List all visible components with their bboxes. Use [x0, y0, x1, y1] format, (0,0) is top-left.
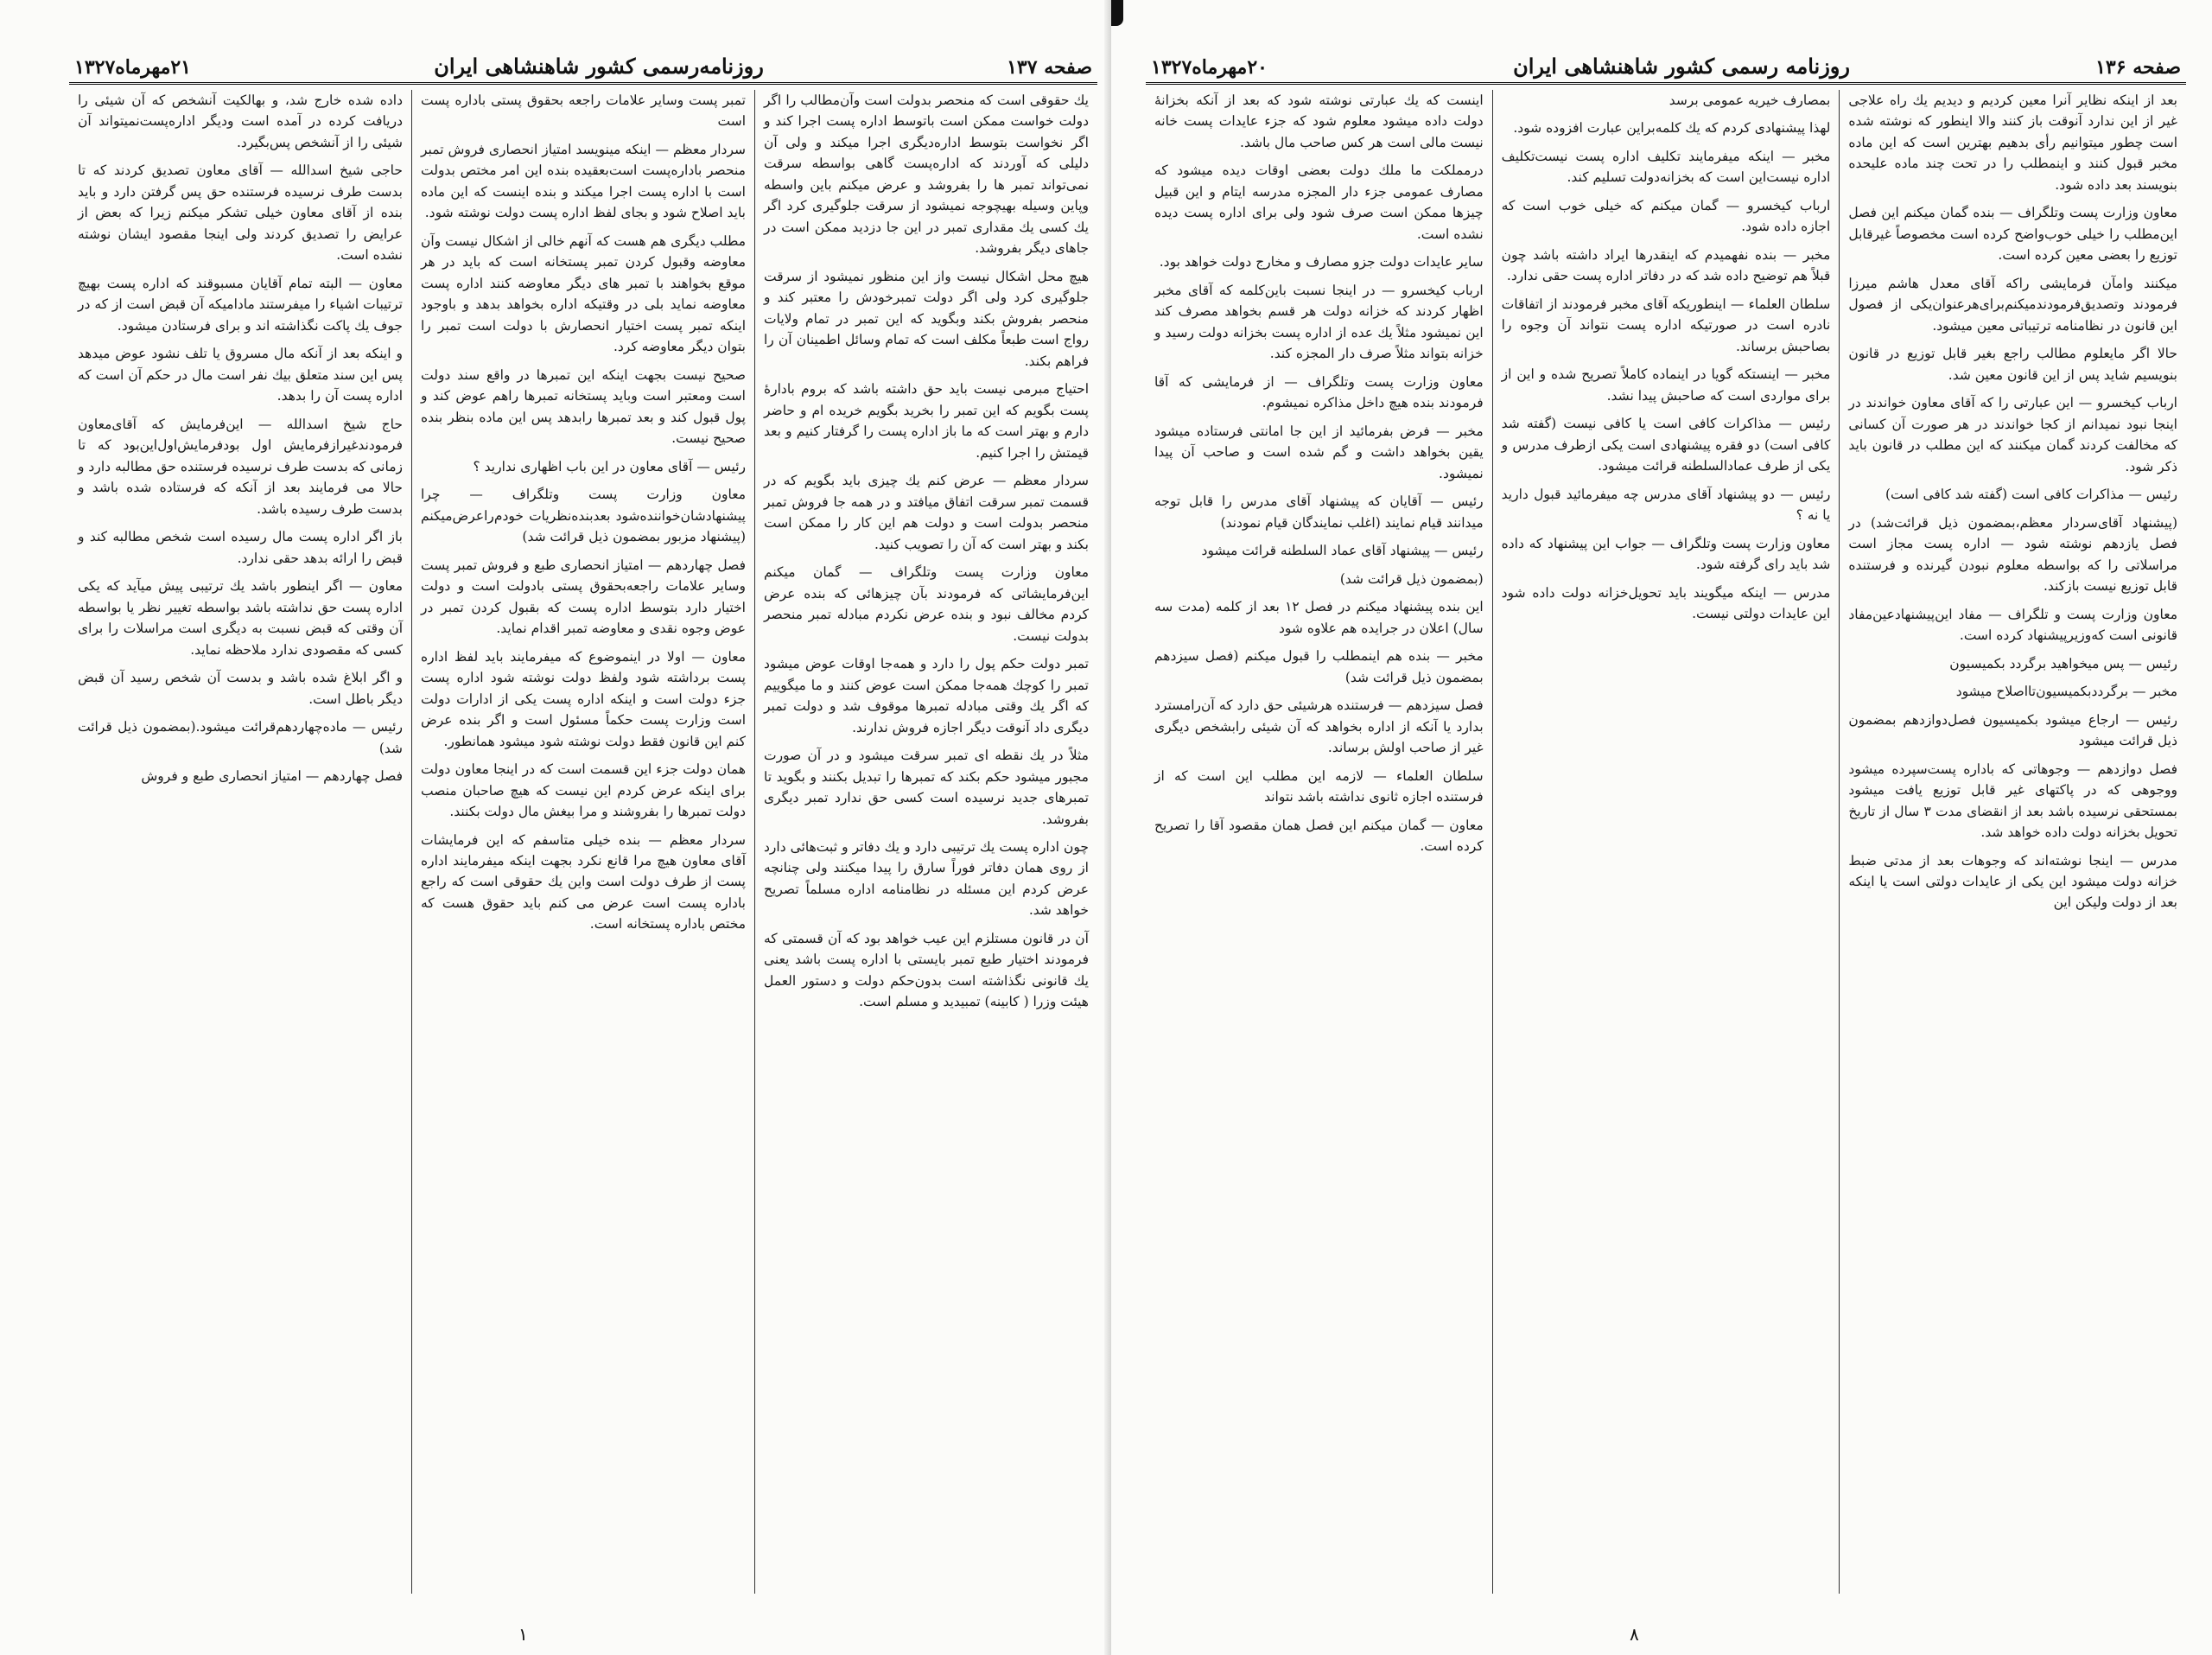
- paragraph: این بنده پیشنهاد میکنم در فصل ۱۲ بعد از کلمه (مدت سه سال) اعلان در جرایده هم علاوه شود: [1154, 599, 1484, 636]
- right-page-date: ۲۰مهرماه۱۳۲۷: [1151, 56, 1268, 79]
- right-columns: [1146, 90, 2186, 1594]
- paragraph: احتیاج مبرمی نیست باید حق داشته باشد که بروم بادارهٔ پست بگویم که این تمبر را بخرید بگویم خریده ام و حاضر دارم و بهتر است که ما باز اداره پست را گرفتار کنیم و بعد قیمتش را اجرا کنیم.: [764, 381, 1089, 461]
- paragraph: مخبر — بنده هم اینمطلب را قبول میکنم (فصل سیزدهم بمضمون ذیل قرائت شد): [1154, 648, 1484, 685]
- paragraph: مخبر — اینکه میفرمایند تکلیف اداره پست نیست‌تکلیف اداره نیست‌این است که بخزانه‌دولت تسلیم کند.: [1501, 148, 1831, 186]
- paragraph: (پیشنهاد آقای‌سردار معظم،بمضمون‌ ذیل قرائت‌شد) در فصل یازدهم نوشته شود — اداره پست مجاز است مراسلاتی را که بواسطه معلوم نبودن گیرنده و فرستنده قابل توزیع نیست بازکند.: [1848, 514, 2177, 595]
- paragraph: آن در قانون مستلزم این عیب خواهد بود که آن قسمتی که فرمودند اختیار طبع تمبر بایستی با اداره پست باشد یعنی یك قانونی نگذاشته است بدون‌حکم دولت و دستور العمل هیئت وزرا ( کابینه) تمبیدید و مسلم است.: [764, 930, 1089, 1010]
- paragraph: ارباب کیخسرو — گمان میکنم که خیلی خوب است که اجازه داده شود.: [1501, 197, 1831, 235]
- right-page-header: [1146, 50, 2186, 85]
- paragraph: سلطان العلماء — اینطوریکه آقای مخبر فرمودند از اتفاقات نادره است در صورتیکه اداره پست نتواند آن وجوه را بصاحبش برساند.: [1501, 296, 1831, 354]
- paragraph: معاون — گمان میکنم این فصل همان مقصود آقا را تصریح کرده است.: [1154, 817, 1484, 855]
- paragraph: معاون وزارت پست وتلگراف — چرا پیشنهاد‌شان‌خواننده‌شود بعد‌بنده‌نظریات خودم‌را‌عرض‌میکنم (پیشنهاد مزبور بمضمون ذیل قرائت شد): [421, 487, 746, 545]
- paragraph: همان دولت جزء این قسمت است که در اینجا معاون دولت ‌برای اینکه عرض کردم این نیست که هیچ صاحبان منصب دولت تمبرها را بفروشند و مرا بیغش مال‌ دولت بکنند.: [421, 761, 746, 820]
- paragraph: و اینکه بعد از آنکه مال مسروق یا تلف نشود عوض میدهد پس این سند متعلق بیك نفر است مال در حکم آن است که اداره پست آن را بدهد.: [78, 346, 403, 404]
- paragraph: رئیس — آقای معاون در این باب اظهاری ندارید ؟: [473, 458, 746, 474]
- paragraph: معاون وزارت پست وتلگراف — جواب این پیشنهاد که داده شد باید رای گرفته شود.: [1501, 535, 1831, 573]
- paragraph: داده شده خارج شد، و بهالکیت آنشخص که آن شیئی را دریافت کرده در آمده است ودیگر اداره‌پست‌نمیتواند آن شیئی را از آنشخص پس‌بگیرد.: [78, 92, 403, 150]
- paragraph: رئیس — مذاکرات کافی است یا کافی نیست (گفته شد کافی است) دو فقره پیشنهادی است یکی ازطرف مدرس و یکی از طرف عماد‌السلطنه قرائت میشود.: [1501, 416, 1831, 474]
- paragraph: درمملکت ما ملك دولت بعضی اوقات دیده میشود که مصارف عمومی جزء دار المجزه مدرسه ایتام و این قبیل چیزها ممکن است صرف شود ولی برای اداره پست دیده نشده است.: [1154, 162, 1484, 242]
- right-column-2: [1492, 90, 1840, 1594]
- paragraph: مدرس — اینکه میگویند باید تحویل‌خزانه دولت داده شود این عایدات دولتی نیست.: [1501, 584, 1831, 622]
- paragraph: فصل دوازدهم — وجوهاتی که باداره پست‌سپرده میشود ووجوهی که در پاکتهای غیر قابل توزیع یافت میشود بمستحقی نرسیده باشد بعد از انقضای مدت ۳ سال از تاریخ تحویل بخزانه دولت داده خواهد شد.: [1848, 761, 2177, 841]
- paragraph: مخبر — اینستکه گویا در اینماده کاملاً تصریح شده و این از برای مواردی است که صاحبش پیدا نشد.: [1501, 366, 1831, 404]
- paragraph: مخبر — فرض بفرمائید از این جا امانتی فرستاده میشود یقین بخواهد داشت و گم شده است و صاحب آن پیدا نمیشود.: [1154, 423, 1484, 481]
- paragraph: سلطان العلماء — لازمه این مطلب این است که از فرستنده اجازه ثانوی نداشته باشد نتواند: [1154, 767, 1484, 805]
- paragraph: یك حقوقی است که منحصر بدولت است وآن‌مطالب را اگر دولت خواست ممکن است باتوسط اداره پست اجرا کند و اگر نخواست بتوسط اداره‌دیگری اجرا میکند و ولی آن دلیلی که آوردند که اداره‌پست گاهی بواسطه سرقت نمی‌تواند تمبر ها را بفروشد و عرض میکنم باین واسطه وپاین وسیله بهیچوجه نمیشود از سرقت جلوگیری کرد اگر یك کسی یك مقداری تمبر در این جا دزدید ممکن است در جاهای دیگر بفروشد.: [764, 92, 1089, 257]
- paragraph: هیچ محل اشکال نیست واز این منظور نمیشود از سرقت جلوگیری کرد ولی اگر دولت تمبرخودش را معتبر کند و منحصر بفروش بکند وبگوید که این تمبر در تمام ولایات رواج است طبعاً مکلف است که تمام وسائل اطمینان آن را فراهم بکند.: [764, 268, 1089, 369]
- left-page-label: صفحه ۱۳۷: [1007, 56, 1092, 79]
- ink-blot: [1111, 0, 1123, 26]
- paragraph: تمبر پست وسایر علامات راجعه بحقوق پستی باداره پست است: [421, 92, 746, 130]
- right-newspaper-title: روزنامه رسمی کشور شاهنشاهی ایران: [1513, 54, 1850, 79]
- left-newspaper-title: روزنامه‌رسمی کشور شاهنشاهی ایران: [434, 54, 764, 79]
- paragraph: بمصارف خیریه عمومی برسد: [1669, 92, 1831, 108]
- paragraph: معاون وزارت پست و تلگراف — مفاد این‌پیشنهاد‌عین‌مفاد قانونی است که‌وزیر‌پیشنهاد کرده است.: [1848, 606, 2177, 644]
- paragraph: لهذا پیشنهادی کردم که یك کلمه‌براین عبارت افزوده شود.: [1513, 120, 1831, 137]
- paragraph: حاجی شیخ اسدالله — آقای معاون تصدیق کردند که تا بدست طرف نرسیده فرستنده حق پس گرفتن دارد و باید بنده از آقای معاون خیلی تشکر میکنم زیرا که بعض از عرایض را تصدیق کردند ولی اینجا مقصود ایشان نوشته نشده است.: [78, 162, 403, 264]
- paragraph: فصل سیزدهم — فرستنده هرشیئی حق دارد که آن‌رامسترد بدارد یا آنکه از اداره بخواهد که آن شیئی رابشخص دیگری غیر از صاحب اولش برساند.: [1154, 697, 1484, 756]
- paragraph: تمبر دولت حکم پول را دارد و همه‌جا اوقات عوض میشود تمبر را کوچك همه‌جا ممکن است عوض کنند و ما میگوییم که اگر یك وقتی مبادله تمبرها موقوف شد و دولت تمبر دیگری داد آنوقت دیگر اجازه فروش ندارند.: [764, 656, 1089, 735]
- left-column-1: [754, 90, 1097, 1594]
- paragraph: مثلاً در یك نقطه ای تمبر سرقت میشود و در آن صورت مجبور میشود حکم بکند که تمبرها را تبدیل بکنند و بگوید تا تمبرهای جدید نرسیده است کسی حق ندارد تمبر دیگری بفروشد.: [764, 748, 1089, 827]
- paragraph: مخبر — برگردد‌بکمیسیون‌تا‌اصلاح میشود: [1955, 684, 2177, 700]
- right-column-3: [1146, 90, 1492, 1594]
- paragraph: و اگر ابلاغ شده باشد و بدست آن شخص رسید آن قبض دیگر باطل است.: [78, 670, 403, 707]
- paragraph: سردار معظم — عرض کنم یك چیزی باید بگویم که در قسمت تمبر سرقت اتفاق میافتد و در همه جا فروش تمبر منحصر بدولت است و دولت هم این کار را ممکن است بکند و بهتر است که آن را تصویب کنید.: [764, 473, 1089, 552]
- paragraph: مخبر — بنده نفهمیدم که اینقدرها ایراد داشته باشد چون قبلاً هم توضیح داده شد که در دفاتر اداره پست حقی ندارد.: [1501, 246, 1831, 284]
- paragraph: سایر عایدات دولت جزو مصارف و مخارج دولت خواهد بود.: [1159, 254, 1484, 271]
- paragraph: معاون — اولا در اینموضوع که میفرمایند باید لفظ اداره پست برداشته شود ولفظ دولت نوشته شود اداره پست جزء دولت است و اینکه اداره پست یکی از ادارات دولت است وزارت پست حکماً مسئول است و اگر بنده عرض کنم این قانون فقط دولت نوشته شود میشود همانطور.: [421, 648, 746, 749]
- paragraph: رئیس — مذاکرات کافی است (گفته شد کافی است): [1885, 487, 2177, 503]
- paragraph: میکنند وامآن فرمایشی راکه آقای معدل هاشم میرزا فرمودند‌ وتصدیق‌فرمودند‌میکنم‌برای‌هرعنوان‌یکی از فصول این قانون در نظامنامه ترتیباتی معین میشود.: [1848, 275, 2177, 334]
- paragraph: فصل چهاردهم — امتیاز انحصاری طبع و فروش: [141, 768, 403, 785]
- paragraph: مطلب دیگری هم هست که آنهم خالی از اشکال نیست وآن معاوضه وقبول کردن تمبر پستخانه است که باید در هر موقع بخواهند با تمبر های دیگر معاوضه کنند اداره پست معاوضه نماید بلی در وقتیکه اداره بخواهد بدهد و باوجود اینکه تمبر پست اختیار انحصارش با دولت است تمبر را بتوان دیگر معاوضه کرد.: [421, 232, 746, 355]
- paragraph: مدرس — اینجا نوشته‌اند که وجوهات بعد از مدتی ضبط خزانه دولت میشود این یکی از عایدات دولتی است یا اینکه بعد از دولت ولیکن این: [1848, 852, 2177, 911]
- paragraph: (بمضمون ذیل قرائت شد): [1339, 570, 1484, 587]
- paragraph: حالا اگر مایعلوم مطالب راجع بغیر قابل توزیع در قانون بنویسیم شاید پس از این قانون معین شد.: [1848, 346, 2177, 383]
- right-page-number: ۸: [1630, 1624, 1639, 1645]
- paragraph: معاون — البته تمام آقایان مسبوقند که اداره پست بهیچ ترتیبات اشیاء را میفرستند مادامیکه آن قبض است از که در جوف یك پاکت نگذاشته اند و برای فرستادن میشود.: [78, 275, 403, 334]
- paragraph: رئیس — آقایان که پیشنهاد آقای مدرس را قابل توجه میدانند قیام نمایند (اغلب نمایندگان قیام نمودند): [1154, 493, 1484, 531]
- paragraph: معاون — اگر اینطور باشد یك ترتیبی پیش میآید که یکی اداره پست حق نداشته باشد بواسطه تغییر نظر یا بواسطه آن وقتی که قبض نسبت به دیگری است مراسلات را برای کسی که مقصودی ندارد ملاحظه نماید.: [78, 578, 403, 658]
- right-page: [1111, 0, 2212, 1655]
- left-page-header: [69, 50, 1097, 85]
- left-column-2: [411, 90, 754, 1594]
- paragraph: رئیس — پیشنهاد آقای عماد السلطنه قرائت میشود: [1201, 543, 1484, 559]
- right-column-1: [1839, 90, 2186, 1594]
- left-page-date: ۲۱مهرماه۱۳۲۷: [74, 56, 191, 79]
- paragraph: فصل چهاردهم — امتیاز انحصاری طبع و فروش تمبر پست وسایر علامات راجعه‌بحقوق پستی بادولت است و دولت اختیار دارد بتوسط اداره پست که بقبول کردن تمبر در عوض وجوه نقدی و معاوضه تمبر اقدام نماید.: [421, 557, 746, 637]
- paragraph: ارباب کیخسرو — این عبارتی را که آقای معاون خواندند در اینجا نبود نمیدانم از کجا خواندند در هر صورت آن کسانی که مخالفت کردند گمان میکنند که این مطلب در قانون باید ذکر شود.: [1848, 395, 2177, 474]
- paragraph: اینست که یك عبارتی نوشته شود که بعد از آنکه بخزانهٔ دولت داده میشود معلوم شود که جزء عایدات پست خانه نیست مالی است هر کس صاحب مال باشد.: [1154, 92, 1484, 150]
- paragraph: سردار معظم — اینکه مینویسد امتیاز انحصاری فروش تمبر منحصر باداره‌پست است‌بعقیده بنده این امر مختص بدولت است با اداره پست اجرا میکند و بنده اینست که این ماده باید اصلاح شود و بجای لفظ اداره پست دولت نوشته شود.: [421, 141, 746, 221]
- paragraph: باز اگر اداره پست مال رسیده است شخص مطالبه کند و قبض را ارائه بدهد حقی ندارد.: [78, 529, 403, 566]
- left-columns: [69, 90, 1097, 1594]
- paragraph: صحیح نیست بجهت اینکه این تمبرها در واقع سند دولت است ومعتبر است وباید پستخانه تمبرها راهم عوض کند و پول قبول کند و بعد تمبرها رابدهد پس این ماده بنظر بنده صحیح نیست.: [421, 366, 746, 447]
- paragraph: حاج شیخ اسدالله — این‌فرمایش که آقای‌معاون فرمودند‌غیرازفرمایش اول بود‌فرمایش‌اول‌این‌بود که تا زمانی که بدست طرف نرسیده فرستنده حق مطالبه دارد و حالا می فرمایند بعد از آنکه که فرستاده شده باشد و بدست طرف رسیده باشد.: [78, 416, 403, 517]
- paragraph: سردار معظم — بنده خیلی متاسفم که این فرمایشات آقای معاون هیچ مرا قانع نکرد بجهت اینکه میفرمایند اداره پست از طرف دولت است واین یك حقوقی است که راجع باداره پست است عرض می کنم باید حقوق هست که مختص باداره پستخانه است.: [421, 831, 746, 933]
- paragraph: بعد از اینکه نظایر آنرا معین کردیم و دیدیم یك راه علاجی غیر از این ندارد آنوقت باز کنند والا اینطور که نوشته شده است چطور میتوانیم رأی بدهیم بهترین است که این ماده مخبر قبول کنند و اینمطلب را در تحت چند ماده علیحده بنویسند بعد داده شود.: [1848, 92, 2177, 193]
- right-page-label: صفحه ۱۳۶: [2095, 56, 2181, 79]
- paragraph: معاون وزارت پست وتلگراف — از فرمایشی که آقا فرمودند بنده هیچ داخل مذاکره نمیشوم.: [1154, 373, 1484, 411]
- left-page-number: ۱: [518, 1624, 528, 1645]
- paragraph: رئیس — دو پیشنهاد آقای مدرس چه میفرمائید قبول دارید یا نه ؟: [1501, 486, 1831, 524]
- paragraph: رئیس — ماده‌چهاردهم‌قرائت میشود.(بمضمون ذیل قرائت شد): [78, 719, 403, 756]
- left-column-3: [69, 90, 411, 1594]
- paragraph: معاون وزارت پست وتلگراف — بنده گمان میکنم این فصل این‌مطلب را خیلی خوب‌واضح کرده است مخصوصاً غیرقابل توزیع را بعضی معین کرده است.: [1848, 205, 2177, 264]
- paragraph: معاون وزارت پست وتلگراف — گمان میکنم این‌فرمایشاتی که فرمودند بآن چیزهائی که بنده عرض کردم مخالف نبود و بنده عرض نکردم مبادله تمبر منحصر بدولت نیست.: [764, 564, 1089, 644]
- paragraph: رئیس — پس میخواهید برگردد بکمیسیون: [1949, 655, 2177, 672]
- paragraph: ارباب کیخسرو — در اینجا نسبت باین‌کلمه که آقای مخبر اظهار کردند که خزانه دولت هر قسم بخواهد مصرف کند این نمیشود مثلاً یك عده از اداره پست بخزانه دولت رسید و خزانه بتواند مثلاً صرف دار المجزه کند.: [1154, 282, 1484, 362]
- paragraph: چون اداره پست یك ترتیبی دارد و یك دفاتر و ثبت‌هائی دارد از روی همان دفاتر فوراً سارق را پیدا میکنند ولی چنانچه عرض کردم این مسئله در نظامنامه اداره مسلماً تصریح خواهد شد.: [764, 838, 1089, 919]
- paragraph: رئیس — ارجاع میشود بکمیسیون فصل‌دوازدهم‌ بمضمون ذیل قرائت میشود: [1848, 711, 2177, 749]
